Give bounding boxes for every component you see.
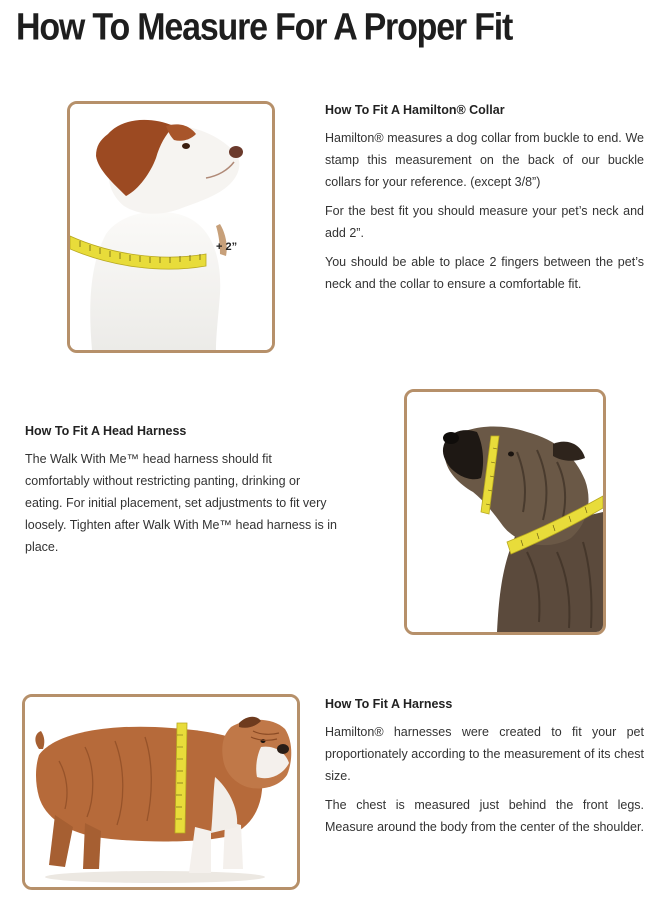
collar-dog-image <box>67 101 275 353</box>
harness-section <box>325 697 644 845</box>
head-harness-section <box>25 424 337 565</box>
harness-heading: How To Fit A Harness <box>325 697 453 711</box>
collar-heading: How To Fit A Hamilton® Collar <box>325 103 505 117</box>
harness-paragraph-2: The chest is measured just behind the front legs. Measure around the body from the center of the shoulder. <box>325 798 644 834</box>
collar-section <box>325 103 644 302</box>
collar-paragraph-2: For the best fit you should measure your pet’s neck and add 2”. <box>325 204 644 240</box>
harness-paragraph-1: Hamilton® harnesses were created to fit your pet proportionately according to the measurement of its chest size. <box>325 725 644 783</box>
collar-paragraph-3: You should be able to place 2 fingers between the pet’s neck and the collar to ensure a comfortable fit. <box>325 255 644 291</box>
page-title: How To Measure For A Proper Fit <box>16 6 513 49</box>
harness-bulldog-image <box>22 694 300 890</box>
head-harness-dog-image <box>404 389 606 635</box>
plus-two-label: + 2” <box>216 241 238 253</box>
head-harness-paragraph: The Walk With Me™ head harness should fit comfortably without restricting panting, drinking or eating. For initial placement, set adjustments to fit very loosely. Tighten after Walk With Me™ head harness is in place. <box>25 452 337 554</box>
head-harness-heading: How To Fit A Head Harness <box>25 424 187 438</box>
collar-paragraph-1: Hamilton® measures a dog collar from buckle to end. We stamp this measurement on the back of our buckle collars for your reference. (except 3/8”) <box>325 131 644 189</box>
